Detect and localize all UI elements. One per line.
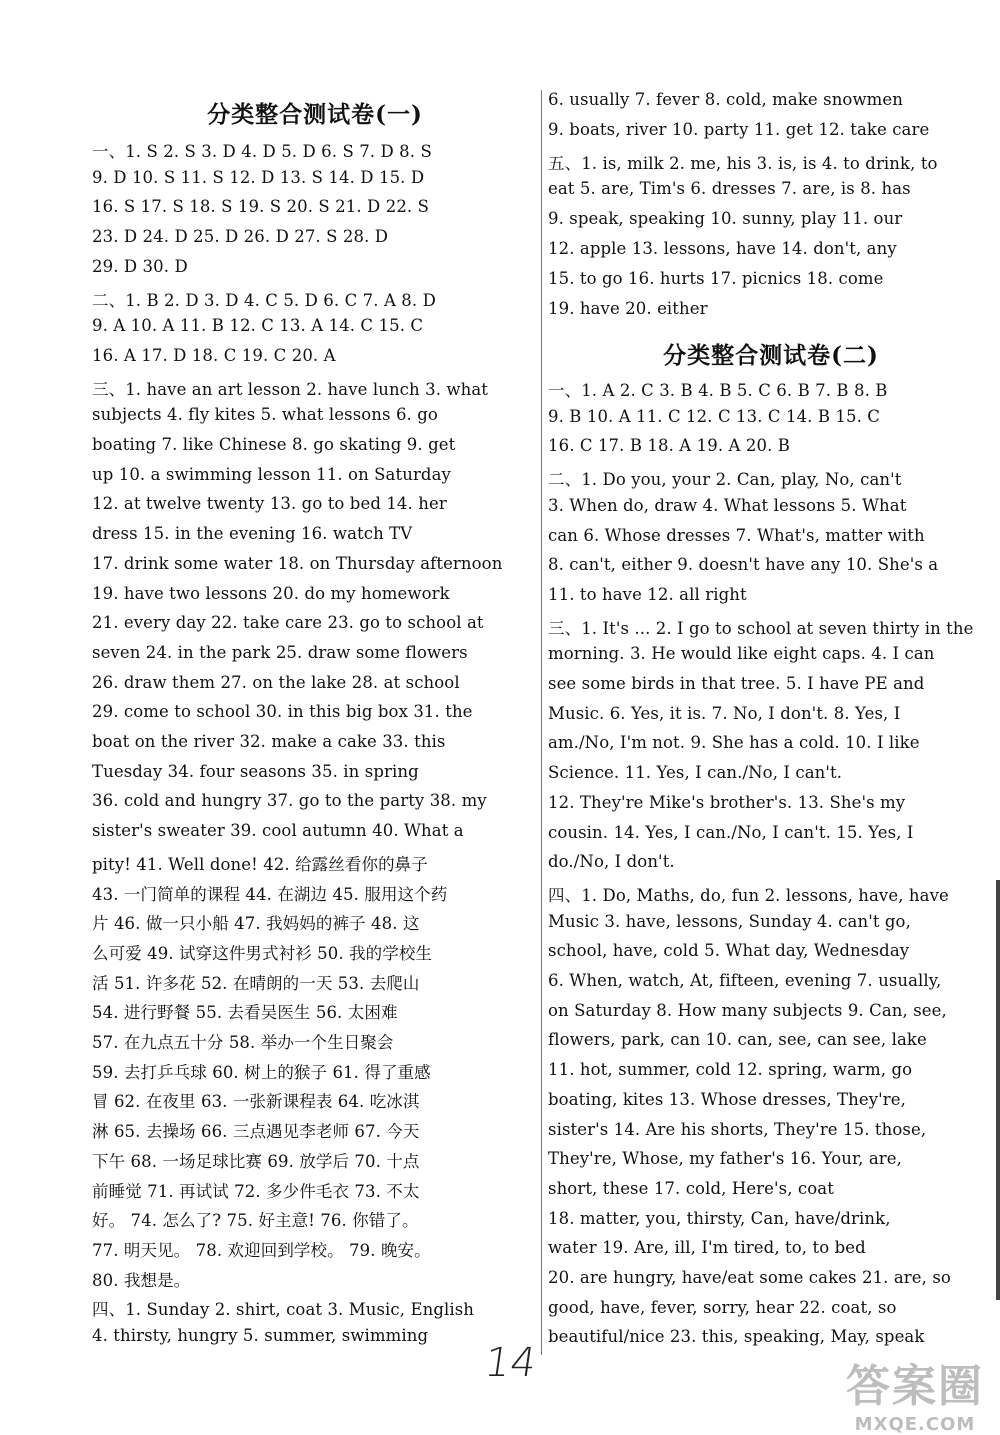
answer-line: 好。 74. 怎么了? 75. 好主意! 76. 你错了。 bbox=[92, 1211, 419, 1231]
answer-line: 9. boats, river 10. party 11. get 12. take care bbox=[548, 119, 930, 139]
answer-line: 9. B 10. A 11. C 12. C 13. C 14. B 15. C bbox=[548, 406, 881, 426]
answer-line: sister's sweater 39. cool autumn 40. What a bbox=[92, 821, 464, 841]
watermark-site: MXQE.COM bbox=[854, 1414, 976, 1435]
answer-line: Music. 6. Yes, it is. 7. No, I don't. 8. Yes, I bbox=[548, 703, 901, 723]
answer-line: boating 7. like Chinese 8. go skating 9. get bbox=[92, 435, 456, 454]
answer-line: see some birds in that tree. 5. I have PE and bbox=[548, 674, 925, 693]
answer-line: Tuesday 34. four seasons 35. in spring bbox=[92, 761, 419, 781]
answer-line: am./No, I'm not. 9. She has a cold. 10. I like bbox=[548, 733, 920, 753]
answer-line: 6. usually 7. fever 8. cold, make snowmen bbox=[548, 90, 904, 109]
answer-line: morning. 3. He would like eight caps. 4. I can bbox=[548, 644, 935, 664]
answer-line: 18. matter, you, thirsty, Can, have/drink, bbox=[548, 1208, 891, 1228]
answer-line: 二、1. B 2. D 3. D 4. C 5. D 6. C 7. A 8. D bbox=[92, 290, 436, 310]
answer-line: 23. D 24. D 25. D 26. D 27. S 28. D bbox=[92, 227, 389, 247]
answer-line: 26. draw them 27. on the lake 28. at school bbox=[92, 672, 460, 692]
test-title-1: 分类整合测试卷(一) bbox=[207, 101, 423, 128]
answer-line: 12. They're Mike's brother's. 13. She's my bbox=[548, 792, 906, 812]
page-number: 14 bbox=[481, 1340, 540, 1386]
answer-line: 19. have 20. either bbox=[548, 298, 708, 318]
answer-line: boat on the river 32. make a cake 33. this bbox=[92, 732, 446, 751]
answer-line: 57. 在九点五十分 58. 举办一个生日聚会 bbox=[92, 1033, 394, 1052]
answer-line: water 19. Are, ill, I'm tired, to, to bed bbox=[548, 1238, 866, 1258]
answer-line: 一、1. S 2. S 3. D 4. D 5. D 6. S 7. D 8. S bbox=[92, 142, 432, 161]
answer-line: 80. 我想是。 bbox=[92, 1270, 191, 1290]
answer-line: short, these 17. cold, Here's, coat bbox=[548, 1178, 834, 1198]
answer-line: seven 24. in the park 25. draw some flowers bbox=[92, 642, 468, 662]
answer-line: 12. at twelve twenty 13. go to bed 14. her bbox=[92, 494, 447, 514]
answer-line: 36. cold and hungry 37. go to the party 38. my bbox=[92, 791, 487, 811]
answer-line: 三、1. It's ... 2. I go to school at seven thirty in the bbox=[548, 618, 974, 638]
answer-line: boating, kites 13. Whose dresses, They're, bbox=[548, 1089, 907, 1109]
answer-line: 16. A 17. D 18. C 19. C 20. A bbox=[92, 345, 336, 365]
answer-line: They're, Whose, my father's 16. Your, are, bbox=[548, 1149, 902, 1169]
answer-line: 8. can't, either 9. doesn't have any 10. She's a bbox=[548, 555, 939, 575]
answer-line: Music 3. have, lessons, Sunday 4. can't go, bbox=[548, 911, 911, 931]
answer-line: 15. to go 16. hurts 17. picnics 18. come bbox=[548, 268, 884, 288]
answer-line: up 10. a swimming lesson 11. on Saturday bbox=[92, 464, 451, 484]
answer-line: 二、1. Do you, your 2. Can, play, No, can't bbox=[548, 470, 902, 490]
answer-line: pity! 41. Well done! 42. 给露丝看你的鼻子 bbox=[92, 854, 428, 874]
answer-line: 四、1. Do, Maths, do, fun 2. lessons, have, have bbox=[548, 885, 949, 905]
answer-line: 29. come to school 30. in this big box 31. the bbox=[92, 702, 473, 722]
answer-line: 活 51. 许多花 52. 在晴朗的一天 53. 去爬山 bbox=[92, 973, 420, 993]
answer-line: 一、1. A 2. C 3. B 4. B 5. C 6. B 7. B 8. B bbox=[548, 381, 888, 400]
watermark-logo-text: 答案圈 bbox=[846, 1361, 984, 1412]
answer-line: 12. apple 13. lessons, have 14. don't, any bbox=[548, 239, 897, 258]
answer-line: 四、1. Sunday 2. shirt, coat 3. Music, English bbox=[92, 1300, 475, 1320]
answer-line: Science. 11. Yes, I can./No, I can't. bbox=[548, 763, 843, 783]
answer-line: 43. 一门简单的课程 44. 在湖边 45. 服用这个药 bbox=[92, 884, 448, 904]
answer-line: can 6. Whose dresses 7. What's, matter with bbox=[548, 525, 925, 545]
answer-line: 下午 68. 一场足球比赛 69. 放学后 70. 十点 bbox=[92, 1151, 420, 1171]
answer-line: do./No, I don't. bbox=[548, 852, 675, 872]
test-title-2: 分类整合测试卷(二) bbox=[663, 342, 879, 369]
answer-line: 11. hot, summer, cold 12. spring, warm, go bbox=[548, 1060, 913, 1080]
answer-line: 54. 进行野餐 55. 去看吴医生 56. 太困难 bbox=[92, 1003, 398, 1023]
answer-line: 6. When, watch, At, fifteen, evening 7. usually, bbox=[548, 971, 942, 990]
column-divider bbox=[541, 90, 542, 1355]
answer-line: 59. 去打乒乓球 60. 树上的猴子 61. 得了重感 bbox=[92, 1062, 431, 1082]
answer-line: flowers, park, can 10. can, see, can see, lake bbox=[548, 1030, 927, 1050]
answer-line: 9. D 10. S 11. S 12. D 13. S 14. D 15. D bbox=[92, 167, 425, 187]
watermark-logo bbox=[846, 1350, 984, 1435]
answer-line: 20. are hungry, have/eat some cakes 21. are, so bbox=[548, 1268, 951, 1287]
answer-line: 16. S 17. S 18. S 19. S 20. S 21. D 22. S bbox=[92, 197, 430, 217]
answer-line: 淋 65. 去操场 66. 三点遇见李老师 67. 今天 bbox=[92, 1122, 420, 1142]
answer-line: 21. every day 22. take care 23. go to school at bbox=[92, 613, 484, 633]
answer-line: 9. speak, speaking 10. sunny, play 11. our bbox=[548, 209, 903, 229]
answer-line: 冒 62. 在夜里 63. 一张新课程表 64. 吃冰淇 bbox=[92, 1092, 420, 1112]
answer-line: 三、1. have an art lesson 2. have lunch 3. what bbox=[92, 379, 489, 399]
answer-line: 16. C 17. B 18. A 19. A 20. B bbox=[548, 436, 791, 456]
answer-line: 五、1. is, milk 2. me, his 3. is, is 4. to drink, to bbox=[548, 153, 938, 173]
answer-line: 19. have two lessons 20. do my homework bbox=[92, 583, 450, 603]
answer-line: school, have, cold 5. What day, Wednesday bbox=[548, 941, 910, 961]
answer-line: eat 5. are, Tim's 6. dresses 7. are, is 8. has bbox=[548, 179, 911, 199]
answer-line: cousin. 14. Yes, I can./No, I can't. 15. Yes, I bbox=[548, 822, 914, 842]
answer-line: good, have, fever, sorry, hear 22. coat, so bbox=[548, 1297, 897, 1317]
answer-line: 3. When do, draw 4. What lessons 5. What bbox=[548, 495, 907, 515]
answer-line: 片 46. 做一只小船 47. 我妈妈的裤子 48. 这 bbox=[92, 914, 420, 934]
scan-edge bbox=[996, 880, 1000, 1300]
answer-line: on Saturday 8. How many subjects 9. Can, see, bbox=[548, 1000, 947, 1020]
answer-line: dress 15. in the evening 16. watch TV bbox=[92, 524, 413, 544]
answer-line: 11. to have 12. all right bbox=[548, 584, 747, 604]
answer-line: 前睡觉 71. 再试试 72. 多少件毛衣 73. 不太 bbox=[92, 1181, 420, 1201]
answer-line: 77. 明天见。 78. 欢迎回到学校。 79. 晚安。 bbox=[92, 1240, 431, 1260]
answer-line: beautiful/nice 23. this, speaking, May, speak bbox=[548, 1327, 925, 1347]
answer-line: 4. thirsty, hungry 5. summer, swimming bbox=[92, 1326, 429, 1345]
answer-line: sister's 14. Are his shorts, They're 15. those, bbox=[548, 1119, 927, 1139]
answer-line: 17. drink some water 18. on Thursday afternoon bbox=[92, 553, 503, 573]
answer-line: 29. D 30. D bbox=[92, 256, 188, 276]
answer-line: 么可爱 49. 试穿这件男式衬衫 50. 我的学校生 bbox=[92, 943, 433, 963]
answer-line: 9. A 10. A 11. B 12. C 13. A 14. C 15. C bbox=[92, 316, 424, 336]
answer-line: subjects 4. fly kites 5. what lessons 6. go bbox=[92, 405, 438, 425]
